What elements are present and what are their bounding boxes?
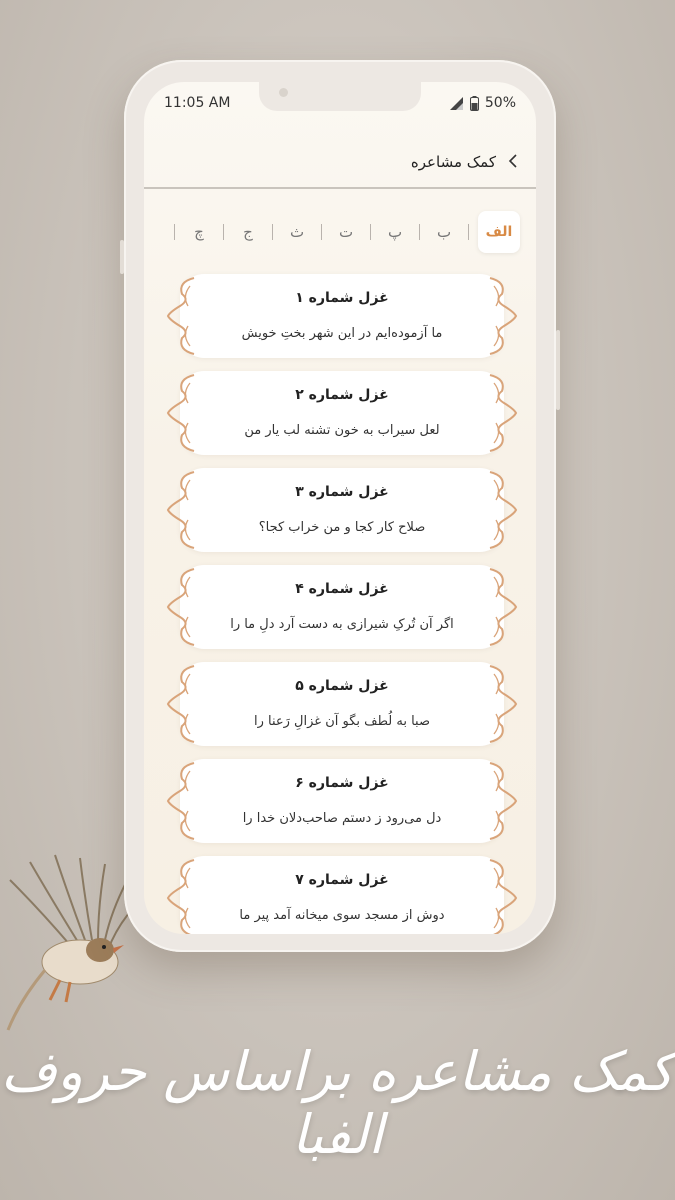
card-background [180,565,504,649]
ghazal-title: غزل شماره ۲ [295,387,389,403]
ghazal-verse: دوش از مسجد سوی میخانه آمد پیر ما [239,908,445,923]
ornament-icon [164,759,202,843]
ornament-icon [482,274,520,358]
ornament-icon [482,565,520,649]
status-bar [144,94,536,114]
phone-frame [124,60,556,952]
letter-tab-pe[interactable]: پ [387,223,403,241]
ghazal-title: غزل شماره ۵ [295,678,389,694]
divider [321,224,322,240]
letter-tab-che[interactable]: چ [194,223,204,241]
ornament-icon [482,662,520,746]
ghazal-verse: ما آزموده‌ایم در این شهر بختِ خویش [241,326,443,341]
ornament-icon [482,468,520,552]
ornament-icon [482,759,520,843]
ghazal-card[interactable] [164,856,520,934]
ghazal-title: غزل شماره ۳ [295,484,389,500]
letter-tab-se[interactable]: ث [289,223,305,241]
ghazal-card[interactable] [164,274,520,358]
power-button [556,330,560,410]
status-time: 11:05 AM [164,95,231,111]
ghazal-card[interactable] [164,759,520,843]
app-screen [144,82,536,934]
divider [272,224,273,240]
card-background [180,274,504,358]
ghazal-title: غزل شماره ۶ [295,775,389,791]
card-background [180,759,504,843]
battery-percent: 50% [484,95,516,111]
ghazal-card[interactable] [164,662,520,746]
divider [370,224,371,240]
ghazal-verse: اگر آن تُرکِ شیرازی به دست آرد دلِ ما را [230,617,454,632]
ornament-icon [164,662,202,746]
ornament-icon [482,371,520,455]
ghazal-title: غزل شماره ۱ [295,290,389,306]
ornament-icon [164,468,202,552]
ghazal-title: غزل شماره ۴ [295,581,389,597]
card-background [180,468,504,552]
signal-icon [450,97,464,110]
letter-tab-jim[interactable]: ج [243,223,253,241]
letter-tab-be[interactable]: ب [436,223,452,241]
divider [468,224,469,240]
ornament-icon [164,371,202,455]
ghazal-card[interactable] [164,371,520,455]
ghazal-verse: دل می‌رود ز دستم صاحب‌دلان خدا را [242,811,442,826]
card-background [180,662,504,746]
page-title: کمک مشاعره [410,153,496,171]
letter-tab-te[interactable]: ت [338,223,354,241]
volume-button [120,240,124,274]
ghazal-card[interactable] [164,468,520,552]
battery-icon [470,96,479,111]
letter-tab-alef[interactable]: الف [478,211,520,253]
ghazal-card[interactable] [164,565,520,649]
ghazal-verse: صلاح کار کجا و من خراب کجا؟ [258,520,426,535]
divider [223,224,224,240]
ghazal-list [164,274,520,934]
status-right [450,95,516,111]
alphabet-bar [144,210,536,254]
ghazal-verse: صبا به لُطف بگو آن غزالِ رَعنا را [253,714,431,729]
chevron-right-icon[interactable] [506,152,522,170]
ghazal-title: غزل شماره ۷ [295,872,389,888]
promo-caption: کمک مشاعره براساس حروف الفبا [0,1040,675,1166]
divider [174,224,175,240]
ornament-icon [164,565,202,649]
ornament-icon [164,274,202,358]
divider [419,224,420,240]
card-background [180,371,504,455]
ghazal-verse: لعل سیراب به خون تشنه لب یار من [244,423,440,438]
app-header [144,134,536,189]
